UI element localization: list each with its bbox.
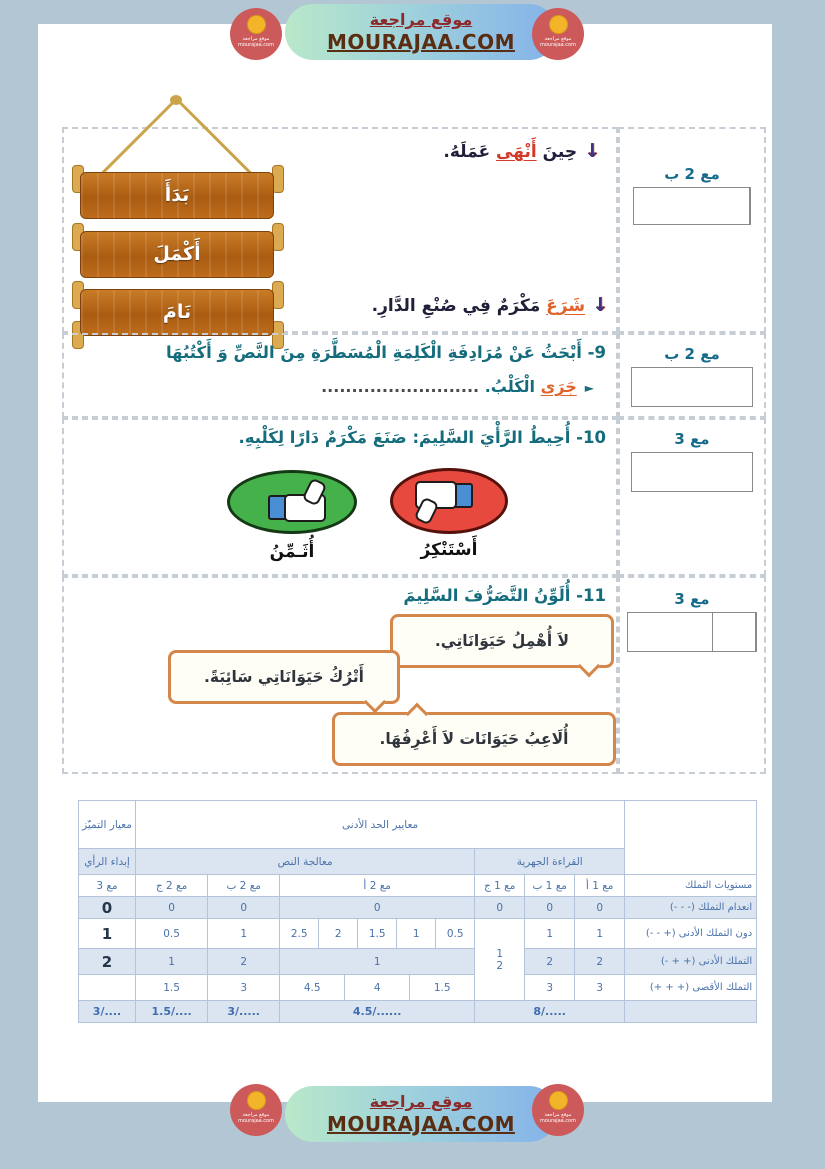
rubric-col-header: مع 1 أ [575,875,625,897]
sign-plank-word[interactable]: أَكْمَلَ [80,231,274,278]
score-cell[interactable] [634,188,692,224]
bubble-text: أُلَاعِبُ حَيَوَانَات لاَ أَعْرِفُهَا. [379,730,569,748]
rubric-row-label: دون التملك الأدنى (+ - -) [625,919,757,949]
order-sentence-2 [372,289,608,321]
rubric-cell: 0 [475,897,525,919]
rubric-cell: 1 [525,919,575,949]
rubric-cell: 3 [575,975,625,1001]
rubric-col-header: مع 1 ب [525,875,575,897]
rubric-totals-label [625,1001,757,1023]
down-arrow-icon: ↓ [592,293,608,316]
rubric-cell: 4 [345,975,410,1001]
thumbs-down-icon[interactable] [390,468,508,534]
rubric-row-label: انعدام التملك (- - -) [625,897,757,919]
bubble-tail [578,655,601,678]
bubble-tail [406,703,429,726]
triangle-bullet-icon: ► [584,381,594,395]
rubric-cell: 1.5 [136,975,208,1001]
rubric-cell: 1 [136,949,208,975]
rubric-cell: 1 [208,919,280,949]
rubric-col-header: مع 2 أ [280,875,475,897]
rubric-cell: 2 [79,949,136,975]
rubric-opinion-header: إبداء الرأي [79,849,136,875]
badge-domain-label: mourajaa.com [237,1117,274,1124]
question-9-answer-line[interactable] [321,377,594,396]
rubric-cell: 2.5 [280,919,319,949]
score-cell[interactable] [628,613,670,651]
behavior-option-bubble[interactable] [390,614,614,668]
sign-plank-word[interactable]: بَدَأَ [80,172,274,219]
question-10-box [62,418,618,576]
bubble-text: أَتْرُكُ حَيَوَانَاتِي سَائِبَةً. [204,668,364,686]
badge-domain-label: mourajaa.com [539,41,576,48]
sentence-text: مَكْرَمٌ فِي صُنْعِ الدَّارِ. [371,295,547,316]
answer-text: الْكَلْبُ. [484,377,541,396]
badge-domain-label: mourajaa.com [539,1117,576,1124]
brand-arabic-text: موقع مراجعة [369,10,473,30]
brand-badge-icon [230,8,282,60]
score-label: مع 3 [674,430,710,448]
badge-domain-label: mourajaa.com [237,41,274,48]
rubric-cell: 1 [397,919,436,949]
score-label: مع 3 [674,590,710,608]
rubric-row-label: التملك الأدنى (+ + -) [625,949,757,975]
score-cell[interactable] [632,368,752,406]
badge-book-icon [549,15,568,34]
rubric-cell: 2 [319,919,358,949]
score-answer-cells[interactable] [633,187,751,225]
thumbs-up-icon[interactable] [227,470,357,534]
order-sentence-1 [443,135,600,167]
down-arrow-icon: ↓ [584,140,600,162]
rubric-merged-cell [475,919,525,1001]
rubric-cell: 2 [575,949,625,975]
rubric-col-header: مع 1 ج [475,875,525,897]
question-9-score-box [618,333,766,418]
question-9-box [62,333,618,418]
badge-book-icon [549,1091,568,1110]
rubric-cell: 2 [525,949,575,975]
sentence-text: عَمَلَهُ. [443,142,497,162]
wooden-sign-image [70,95,284,345]
brand-domain-text[interactable]: MOURAJAA.COM [327,1111,515,1136]
score-answer-cells[interactable] [631,452,753,492]
approve-label: أُثَـمِّنُ [269,542,315,562]
brand-badge-icon [230,1084,282,1136]
reject-label: أَسْتَنْكِرُ [420,540,478,560]
rubric-total-cell[interactable]: 3/.... [79,1001,136,1023]
score-cell[interactable] [713,613,756,651]
rubric-cell: 1 [79,919,136,949]
thumb-shape [411,477,487,525]
rope-knot-icon [170,95,182,105]
rubric-cell: 0 [525,897,575,919]
question-10-score-box [618,418,766,576]
bubble-tail [364,691,387,714]
rubric-cell: 0 [280,897,475,919]
badge-arabic-label: موقع مراجعة [242,36,270,42]
sentence-text: حِينَ [536,142,578,162]
footer-brand-pill[interactable] [285,1086,557,1142]
section-order-score-box [618,127,766,333]
rubric-levels-header: مستويات التملك [625,875,757,897]
question-11-box [62,576,618,774]
score-answer-cells[interactable] [631,367,753,407]
badge-book-icon [247,15,266,34]
behavior-option-bubble[interactable] [332,712,616,766]
rope-icon [96,98,177,179]
grading-rubric-table [78,800,757,1023]
brand-domain-text[interactable]: MOURAJAA.COM [327,29,515,54]
rubric-cell: 1 [575,919,625,949]
score-cell[interactable] [632,453,752,491]
question-11-score-box [618,576,766,774]
score-cell[interactable] [670,613,713,651]
rubric-cell: 0 [79,897,136,919]
behavior-option-bubble[interactable] [168,650,400,704]
merged-value: 2 [496,959,504,972]
thumb-shape [254,478,330,526]
answer-dotted-line[interactable]: .......................... [321,377,480,396]
rubric-text-processing-header: معالجة النص [136,849,475,875]
highlighted-word: شَرَعَ [546,295,586,316]
badge-arabic-label: موقع مراجعة [242,1112,270,1118]
question-11-title: 11- أُلَوِّنُ التَّصَرُّفَ السَّلِيمَ [403,586,606,605]
rubric-cell: 0.5 [136,919,208,949]
rubric-min-criteria-header: معايير الحد الأدنى [136,801,625,849]
rubric-row-label: التملك الأقصى (+ + +) [625,975,757,1001]
rubric-col-header: مع 3 [79,875,136,897]
rubric-cell: 2 [208,949,280,975]
sign-plank-word[interactable]: نَامَ [80,289,274,336]
question-10-title: 10- أُحِيطُ الرَّأْيَ السَّلِيمَ: صَنَعَ مَكْرَمٌ دَارًا لِكَلْبِهِ. [238,428,606,447]
merged-value: 1 [496,947,504,960]
badge-book-icon [247,1091,266,1110]
rubric-cell: 1 [280,949,475,975]
rubric-total-cell[interactable]: 3/..... [208,1001,280,1023]
rubric-oral-reading-header: القراءة الجهرية [475,849,625,875]
brand-badge-icon [532,8,584,60]
rope-icon [175,98,256,179]
rubric-empty-corner [625,801,757,875]
rubric-cell: 3 [208,975,280,1001]
rubric-cell [79,975,136,1001]
rubric-cell: 0 [208,897,280,919]
rubric-cell: 1.5 [410,975,475,1001]
score-answer-cells[interactable] [627,612,757,652]
rubric-cell: 0 [136,897,208,919]
question-9-title: 9- أَبْحَثُ عَنْ مُرَادِفَةِ الْكَلِمَةِ الْمُسَطَّرَةِ مِنَ النَّصِّ وَ أَكْتُبُهَا [165,343,606,362]
rubric-excellence-header: معيار التميّز [79,801,136,849]
header-brand-pill[interactable] [285,4,557,60]
score-label: مع 2 ب [664,345,720,363]
highlighted-word: أَنْهَى [496,142,537,162]
rubric-cell: 0.5 [436,919,475,949]
rubric-cell: 0 [575,897,625,919]
section-order-box [62,127,618,333]
rubric-total-cell[interactable]: 1.5/.... [136,1001,208,1023]
brand-badge-icon [532,1084,584,1136]
brand-arabic-text: موقع مراجعة [369,1092,473,1112]
badge-arabic-label: موقع مراجعة [544,36,572,42]
highlighted-word: جَرَى [540,377,577,396]
rubric-col-header: مع 2 ج [136,875,208,897]
score-label: مع 2 ب [664,165,720,183]
rubric-total-cell[interactable]: 8/..... [475,1001,625,1023]
rubric-cell: 4.5 [280,975,345,1001]
rubric-total-cell[interactable]: 4.5/...... [280,1001,475,1023]
bubble-text: لاَ أُهْمِلُ حَيَوَانَاتِي. [434,632,570,650]
rubric-cell: 1.5 [358,919,397,949]
rubric-col-header: مع 2 ب [208,875,280,897]
badge-arabic-label: موقع مراجعة [544,1112,572,1118]
rubric-cell: 3 [525,975,575,1001]
score-cell[interactable] [692,188,751,224]
